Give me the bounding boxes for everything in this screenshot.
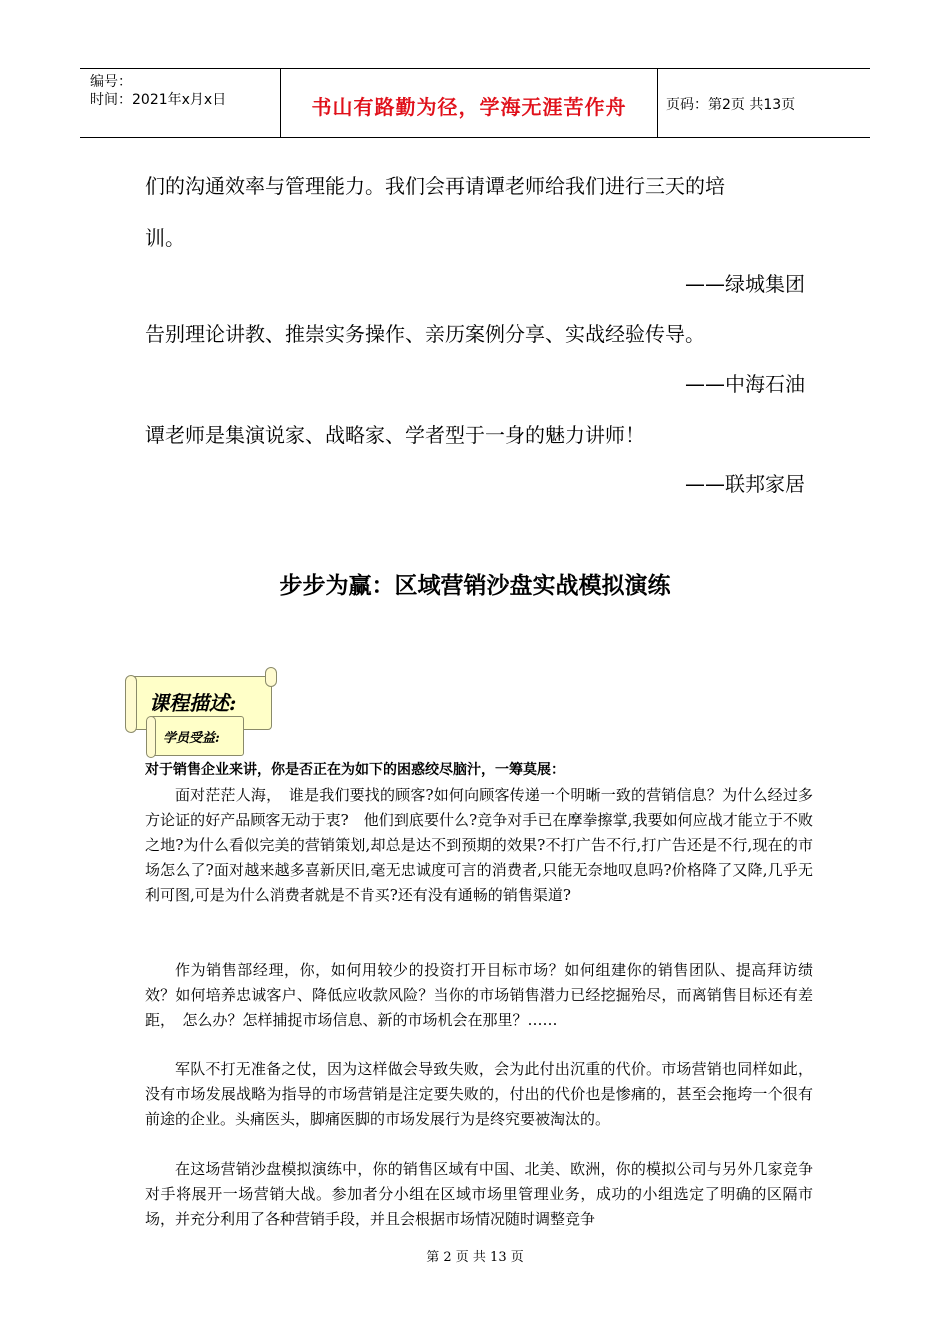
page-header: [80, 68, 870, 138]
body-paragraph: 作为销售部经理，你，如何用较少的投资打开目标市场？如何组建你的销售团队、提高拜访绩效？如何培养忠诚客户、降低应收款风险？当你的市场销售潜力已经挖掘殆尽，而离销售目标还有差距， 怎么办？怎样捕捉市场信息、新的市场机会在那里？……: [145, 961, 813, 1029]
testimonial-source: ——中海石油: [685, 372, 805, 396]
scroll-curl-icon: [125, 675, 137, 733]
scroll-curl-icon: [146, 716, 156, 758]
testimonial-quote: 告别理论讲教、推崇实务操作、亲历案例分享、实战经验传导。: [145, 322, 705, 346]
page-footer: 第 2 页 共 13 页: [426, 1250, 524, 1265]
lead-question: 对于销售企业来讲，你是否正在为如下的困惑绞尽脑汁，一筹莫展：: [145, 762, 565, 778]
testimonial-source: ——联邦家居: [685, 472, 805, 496]
course-description-label: 课程描述:: [149, 691, 237, 715]
continued-text-line: 训。: [145, 226, 185, 250]
header-page-cell: [658, 69, 870, 137]
scroll-curl-icon: [265, 667, 277, 687]
testimonial-source: ——绿城集团: [685, 272, 805, 296]
student-benefit-label: 学员受益:: [163, 731, 220, 746]
body-paragraph: 在这场营销沙盘模拟演练中，你的销售区域有中国、北美、欧洲，你的模拟公司与另外几家竞争对手将展开一场营销大战。参加者分小组在区域市场里管理业务，成功的小组选定了明确的区隔市场，并充分利用了各种营销手段，并且会根据市场情况随时调整竞争: [145, 1160, 813, 1228]
motto: 书山有路勤为径，学海无涯苦作舟: [311, 95, 627, 119]
testimonial-quote: 谭老师是集演说家、战略家、学者型于一身的魅力讲师！: [145, 423, 645, 447]
course-title: 步步为赢：区域营销沙盘实战模拟演练: [279, 573, 671, 599]
page-code: 页码：第2页 共13页: [666, 97, 796, 113]
number-label: 编号：: [90, 74, 132, 90]
student-benefit-banner: [150, 716, 244, 756]
header-motto-cell: [281, 69, 658, 137]
body-paragraph: 军队不打无准备之仗，因为这样做会导致失败，会为此付出沉重的代价。市场营销也同样如此，没有市场发展战略为指导的市场营销是注定要失败的，付出的代价也是惨痛的，甚至会拖垮一个很有前途的企业。头痛医头，脚痛医脚的市场发展行为是终究要被淘汰的。: [145, 1060, 813, 1128]
time-label: 时间：2021年x月x日: [90, 92, 227, 108]
header-meta-cell: [80, 69, 281, 137]
continued-text-line: 们的沟通效率与管理能力。我们会再请谭老师给我们进行三天的培: [145, 174, 725, 198]
body-paragraph: 面对茫茫人海， 谁是我们要找的顾客?如何向顾客传递一个明晰一致的营销信息？为什么经过多方论证的好产品顾客无动于衷? 他们到底要什么?竞争对手已在摩拳擦掌,我要如何应战才能立于不败之地?为什么看似完美的营销策划,却总是达不到预期的效果?不打广告不行,打广告还是不行,现在的市场怎么了?面对越来越多喜新厌旧,毫无忠诚度可言的消费者,只能无奈地叹息吗?价格降了又降,几乎无利可图,可是为什么消费者就是不肯买?还有没有通畅的销售渠道?: [145, 786, 813, 904]
